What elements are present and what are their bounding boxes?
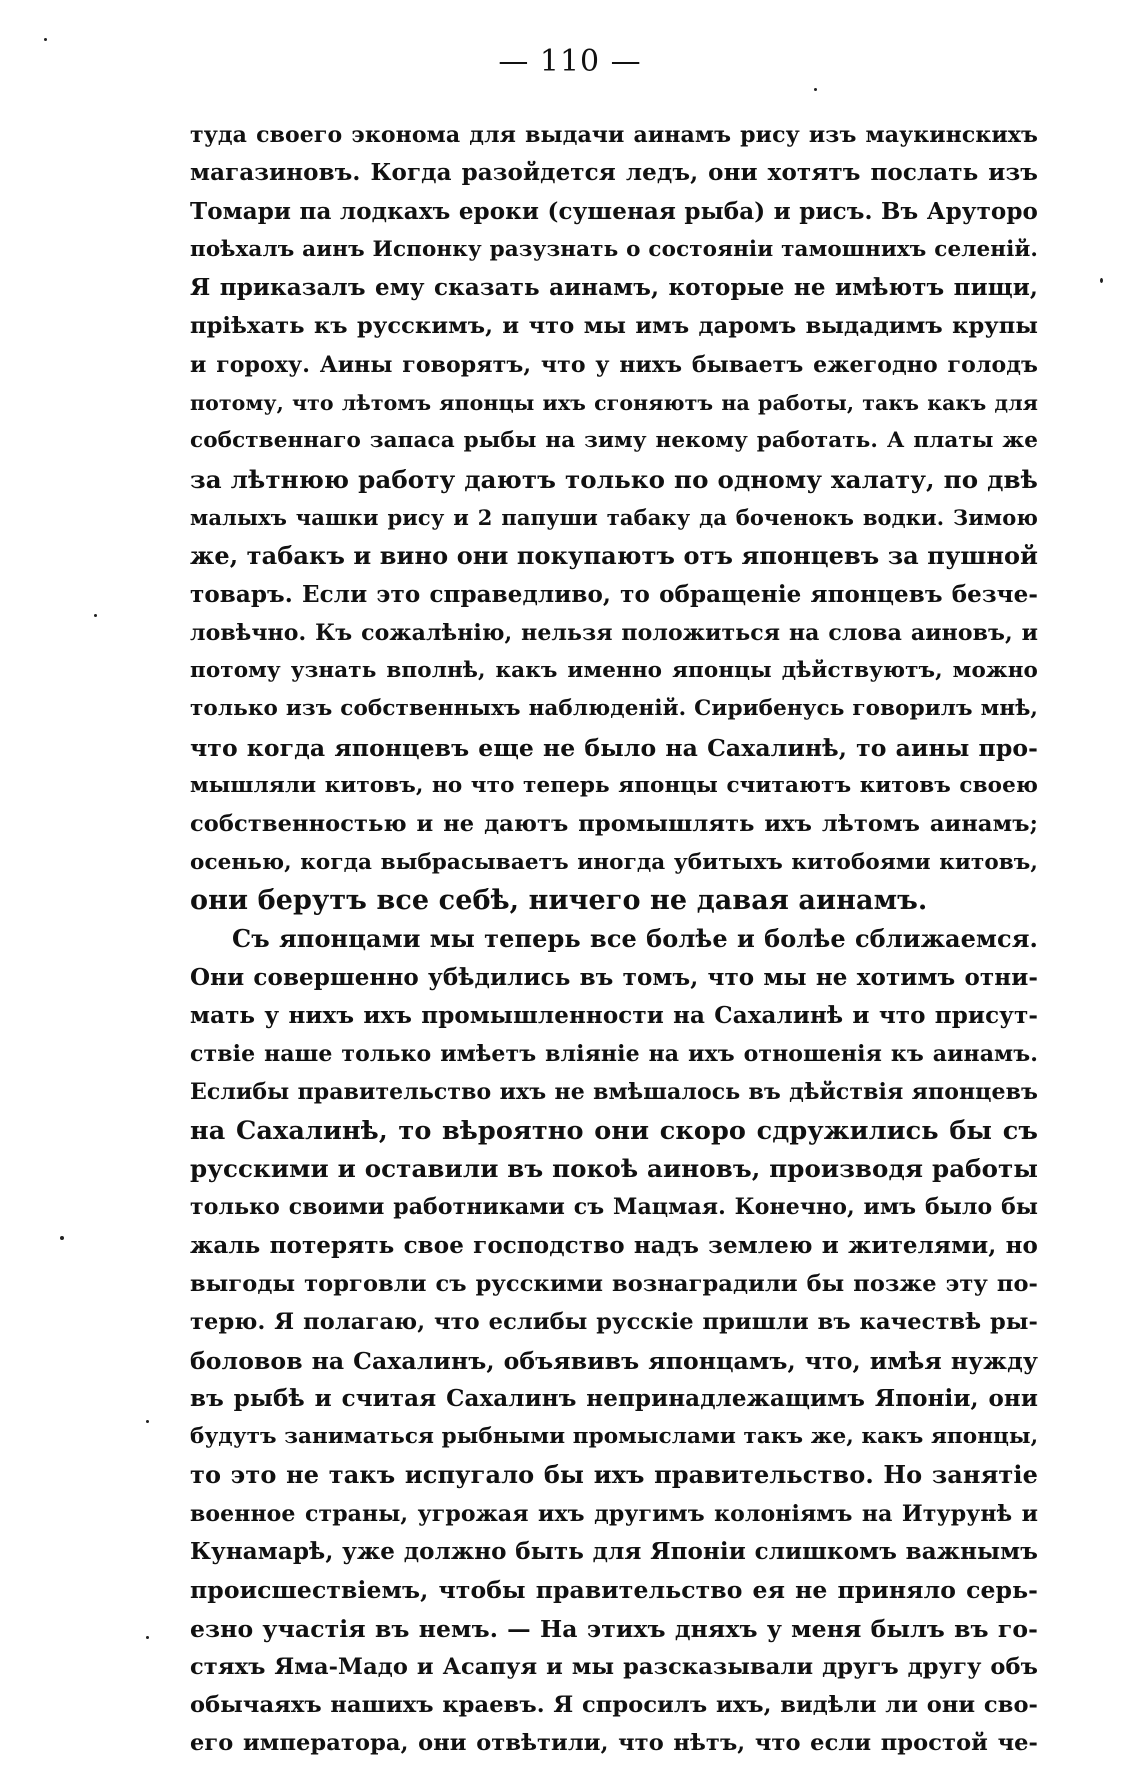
text-line: поѣхалъ аинъ Испонку разузнать о состояніи тамошнихъ селеній. xyxy=(190,236,1038,262)
text-line: его императора, они отвѣтили, что нѣтъ, что если простой че- xyxy=(190,1730,1038,1757)
text-line: и гороху. Аины говорятъ, что у нихъ бываетъ ежегодно голодъ xyxy=(190,351,1038,378)
text-line: только изъ собственныхъ наблюденій. Сирибенусь говорилъ мнѣ, xyxy=(190,696,1038,722)
text-line: Томари па лодкахъ ероки (сушеная рыба) и рисъ. Въ Аруторо xyxy=(190,197,1038,225)
text-line: стяхъ Яма-Мадо и Асапуя и мы разсказывали другъ другу объ xyxy=(190,1653,1038,1680)
text-line: въ рыбѣ и считая Сахалинъ непринадлежащимъ Японіи, они xyxy=(190,1384,1038,1412)
text-line: магазиновъ. Когда разойдется ледъ, они хотятъ послать изъ xyxy=(190,159,1038,187)
text-line: потому узнать вполнѣ, какъ именно японцы дѣйствуютъ, можно xyxy=(190,658,1038,684)
text-line: Кунамарѣ, уже должно быть для Японіи слишкомъ важнымъ xyxy=(190,1537,1038,1565)
text-line: пріѣхать къ русскимъ, и что мы имъ даромъ выдадимъ крупы xyxy=(190,313,1038,340)
text-line: же, табакъ и вино они покупаютъ отъ японцевъ за пушной xyxy=(190,541,1038,571)
text-line: за лѣтнюю работу даютъ только по одному халату, по двѣ xyxy=(190,464,1038,494)
text-line: только своими работниками съ Мацмая. Конечно, имъ было бы xyxy=(190,1194,1038,1221)
text-line: осенью, когда выбрасываетъ иногда убитыхъ китобоями китовъ, xyxy=(190,849,1038,875)
text-line: боловов на Сахалинъ, объявивъ японцамъ, что, имѣя нужду xyxy=(190,1346,1038,1375)
text-line: мать у нихъ ихъ промышленности на Сахалинѣ и что присут- xyxy=(190,1001,1038,1029)
text-line: Еслибы правительство ихъ не вмѣшалось въ дѣйствія японцевъ xyxy=(190,1079,1038,1106)
text-line: малыхъ чашки рису и 2 папуши табаку да боченокъ водки. Зимою xyxy=(190,504,1038,530)
text-line: на Сахалинѣ, то вѣроятно они скоро сдружились бы съ xyxy=(190,1115,1038,1146)
scan-speck xyxy=(94,614,97,617)
text-line: мышляли китовъ, но что теперь японцы считаютъ китовъ своею xyxy=(190,773,1038,799)
text-line: происшествіемъ, чтобы правительство ея не приняло серь- xyxy=(190,1576,1038,1605)
text-line: туда своего эконома для выдачи аинамъ рису изъ маукинскихъ xyxy=(190,122,1038,148)
text-line: езно участія въ немъ. — На этихъ дняхъ у меня былъ въ го- xyxy=(190,1614,1038,1643)
text-line: Они совершенно убѣдились въ томъ, что мы не хотимъ отни- xyxy=(190,963,1038,991)
text-line: выгоды торговли съ русскими вознаградили бы позже эту по- xyxy=(190,1270,1038,1297)
text-line: товаръ. Если это справедливо, то обращеніе японцевъ безче- xyxy=(190,580,1038,608)
scan-speck xyxy=(44,38,47,41)
text-line: терю. Я полагаю, что еслибы русскіе пришли въ качествѣ ры- xyxy=(190,1309,1038,1336)
text-line: что когда японцевъ еще не было на Сахалинѣ, то аины про- xyxy=(190,733,1038,762)
text-line: военное страны, угрожая ихъ другимъ колоніямъ на Итурунѣ и xyxy=(190,1500,1038,1527)
text-line: то это не такъ испугало бы ихъ правительство. Но занятіе xyxy=(190,1460,1038,1490)
text-line: русскими и оставили въ покоѣ аиновъ, производя работы xyxy=(190,1154,1038,1184)
page-number: — 110 — xyxy=(498,44,642,79)
scan-speck xyxy=(146,1636,149,1639)
text-line: они берутъ все себѣ, ничего не давая аинамъ. xyxy=(190,884,928,916)
paragraph-2 xyxy=(190,920,1038,1763)
body-text xyxy=(190,116,1038,1763)
scan-speck xyxy=(814,88,817,91)
scan-speck xyxy=(146,1420,149,1423)
text-line: собственностью и не даютъ промышлять ихъ лѣтомъ аинамъ; xyxy=(190,811,1038,838)
text-line: ловѣчно. Къ сожалѣнію, нельзя положиться на слова аиновъ, и xyxy=(190,619,1038,646)
text-line: Я приказалъ ему сказать аинамъ, которые не имѣютъ пищи, xyxy=(190,274,1038,302)
scan-speck xyxy=(1100,278,1103,283)
text-line: потому, что лѣтомъ японцы ихъ сгоняютъ на работы, такъ какъ для xyxy=(190,391,1038,416)
text-line: жаль потерять свое господство надъ землею и жителями, но xyxy=(190,1231,1038,1259)
scan-speck xyxy=(60,1236,64,1240)
text-line: будутъ заниматься рыбными промыслами такъ же, какъ японцы, xyxy=(190,1424,1038,1450)
text-line: ствіе наше только имѣетъ вліяніе на ихъ отношенія къ аинамъ. xyxy=(190,1041,1038,1068)
text-line: собственнаго запаса рыбы на зиму некому работать. А платы же xyxy=(190,428,1038,454)
paragraph-1 xyxy=(190,116,1038,920)
text-line: обычаяхъ нашихъ краевъ. Я спросилъ ихъ, видѣли ли они сво- xyxy=(190,1692,1038,1719)
text-line: Съ японцами мы теперь все болѣе и болѣе сближаемся. xyxy=(232,924,1038,954)
